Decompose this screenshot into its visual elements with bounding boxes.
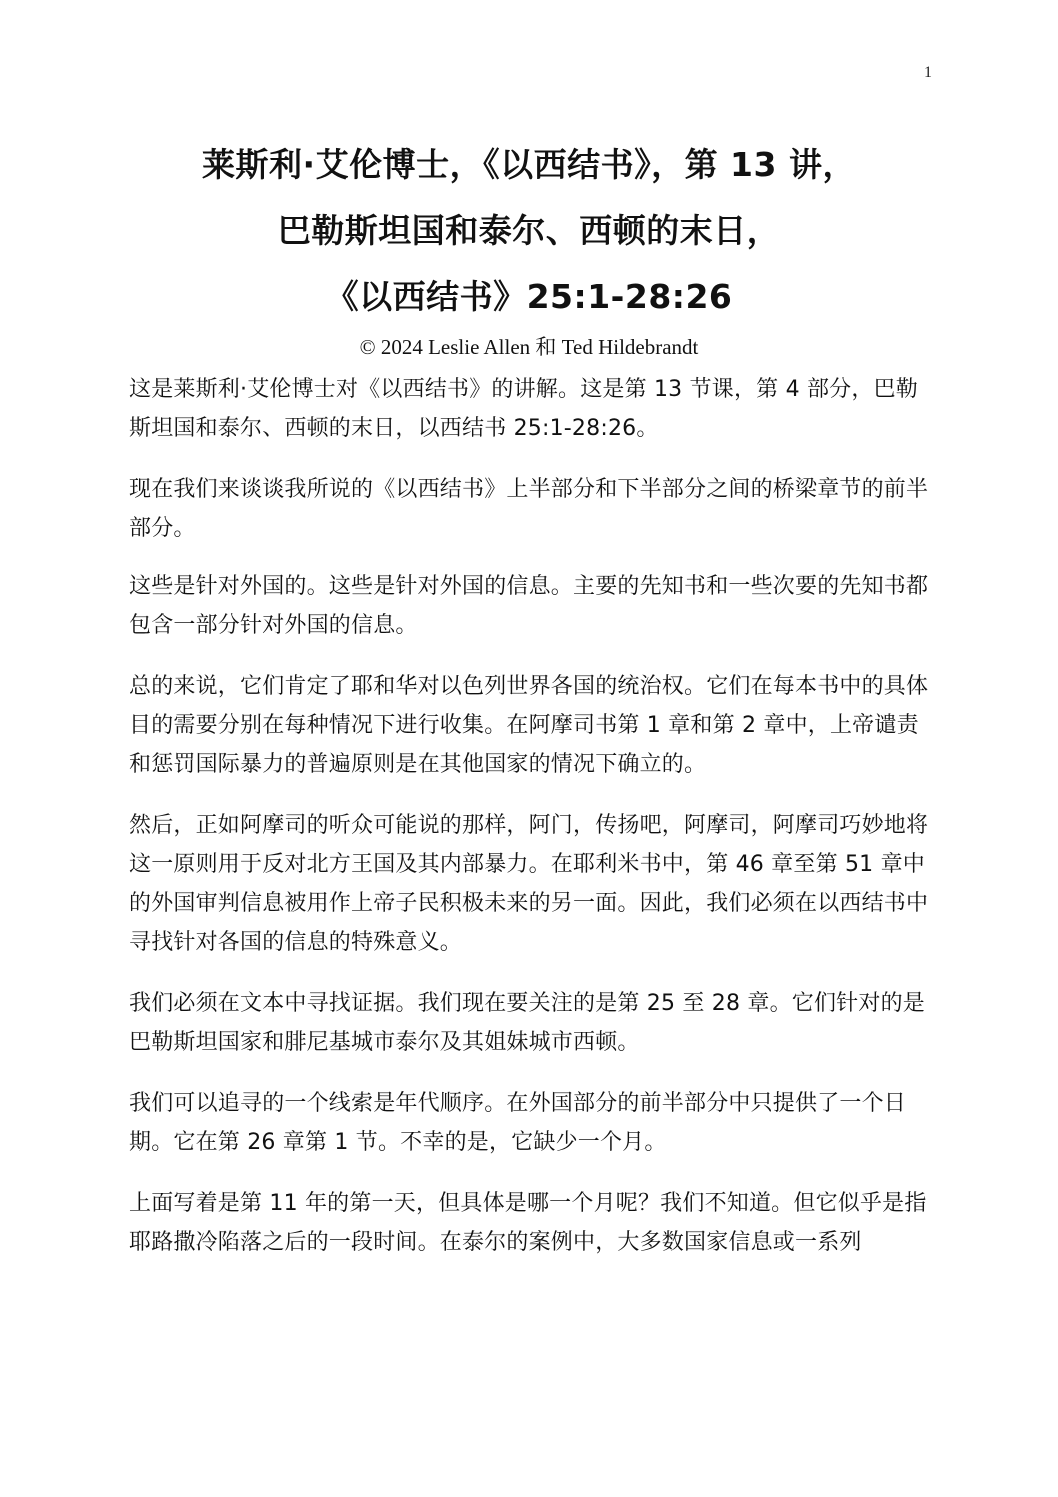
page-number: 1 <box>924 64 932 81</box>
paragraph-3: 这些是针对外国的。这些是针对外国的信息。主要的先知书和一些次要的先知书都包含一部分针对外国的信息。 <box>129 574 929 638</box>
paragraph-4: 总的来说，它们肯定了耶和华对以色列世界各国的统治权。它们在每本书中的具体目的需要分别在每种情况下进行收集。在阿摩司书第 1 章和第 2 章中，上帝谴责和惩罚国际暴力的普遍原则是在其他国家的情况下确立的。 <box>129 674 929 777</box>
title-line-3: 《以西结书》25:1-28:26 <box>325 277 733 316</box>
paragraph-7: 我们可以追寻的一个线索是年代顺序。在外国部分的前半部分中只提供了一个日期。它在第 26 章第 1 节。不幸的是，它缺少一个月。 <box>129 1091 907 1155</box>
document-header <box>60 132 998 362</box>
paragraph-2: 现在我们来谈谈我所说的《以西结书》上半部分和下半部分之间的桥梁章节的前半部分。 <box>129 477 929 541</box>
paragraph-1: 这是莱斯利·艾伦博士对《以西结书》的讲解。这是第 13 节课，第 4 部分，巴勒斯坦国和泰尔、西顿的末日，以西结书 25:1-28:26。 <box>129 377 918 441</box>
title-line-2: 巴勒斯坦国和泰尔、西顿的末日， <box>277 211 781 250</box>
paragraph-5: 然后，正如阿摩司的听众可能说的那样，阿门，传扬吧，阿摩司，阿摩司巧妙地将这一原则用于反对北方王国及其内部暴力。在耶利米书中，第 46 章至第 51 章中的外国审判信息被用作上帝子民积极未来的另一面。因此，我们必须在以西结书中寻找针对各国的信息的特殊意义。 <box>129 813 929 955</box>
title-line-1: 莱斯利·艾伦博士，《以西结书》，第 13 讲， <box>202 145 856 184</box>
copyright-line: © 2024 Leslie Allen 和 Ted Hildebrandt <box>359 335 699 359</box>
paragraph-8: 上面写着是第 11 年的第一天，但具体是哪一个月呢？我们不知道。但它似乎是指耶路撒冷陷落之后的一段时间。在泰尔的案例中，大多数国家信息或一系列 <box>129 1191 927 1255</box>
paragraph-6: 我们必须在文本中寻找证据。我们现在要关注的是第 25 至 28 章。它们针对的是巴勒斯坦国家和腓尼基城市泰尔及其姐妹城市西顿。 <box>129 991 925 1055</box>
document-body <box>129 370 935 1262</box>
